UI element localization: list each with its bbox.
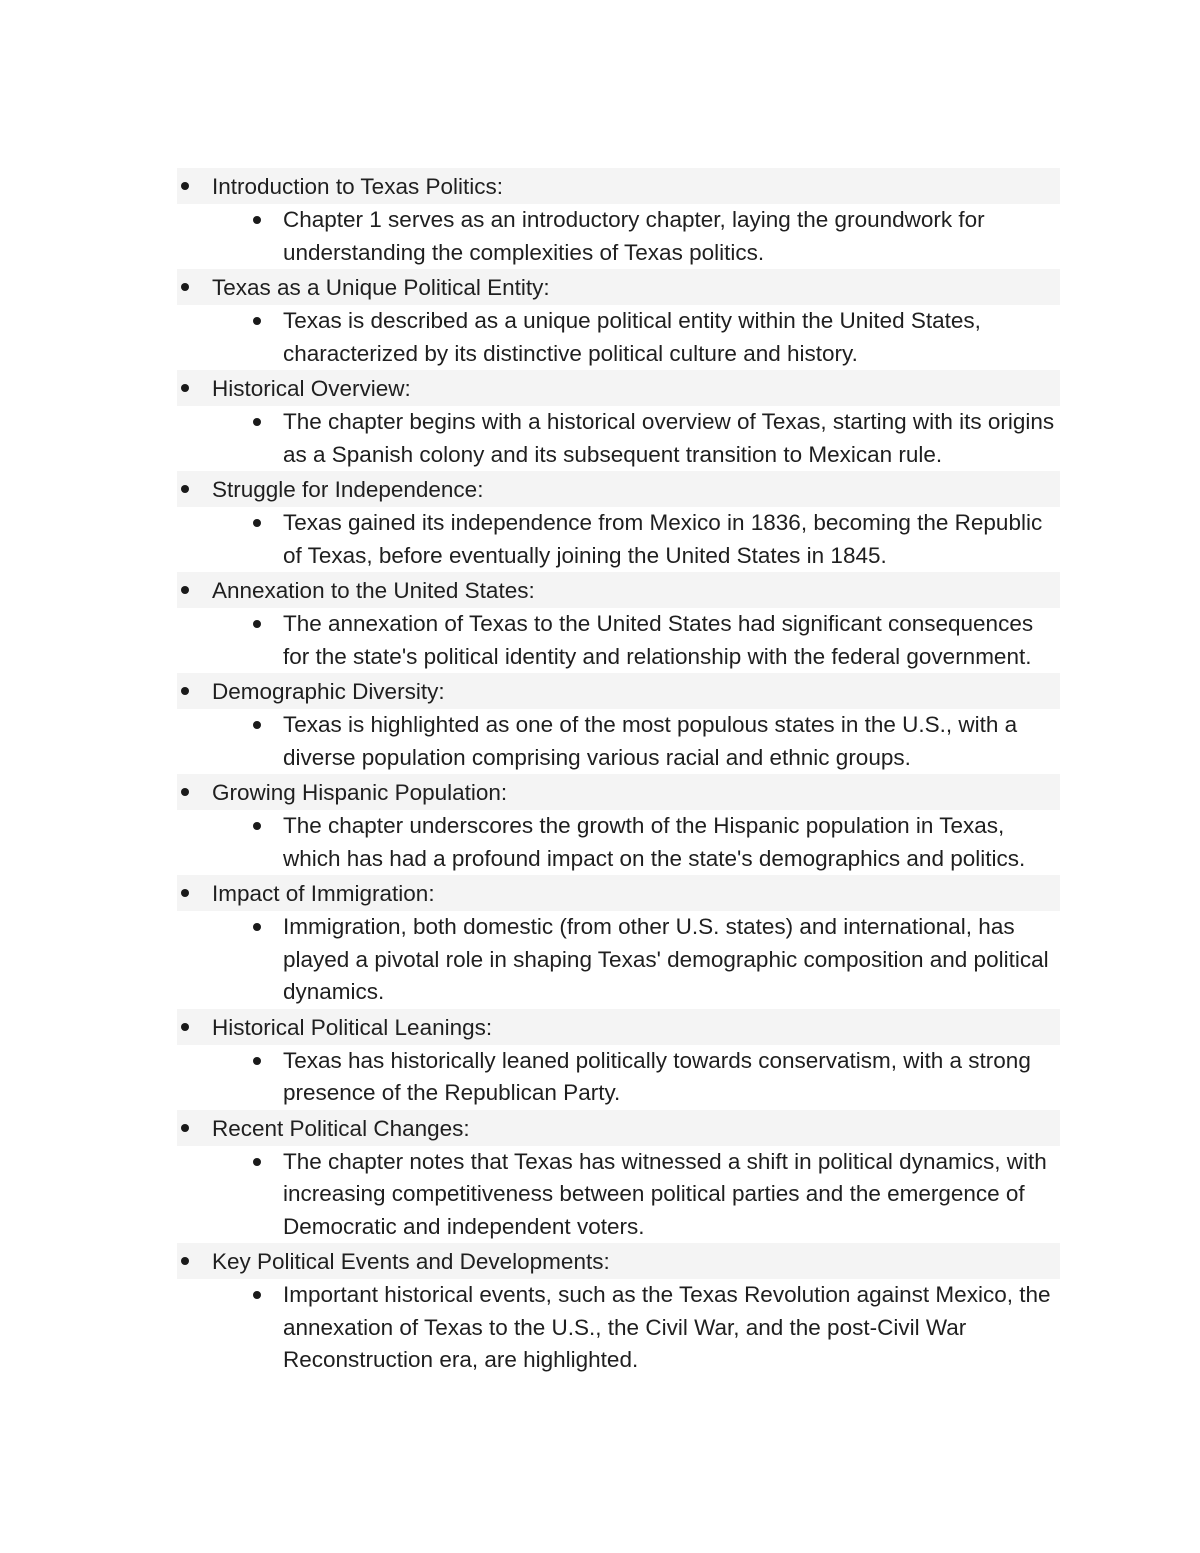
outline-subitem [248,1045,1060,1110]
outline-subitem [248,305,1060,370]
outline-item [0,168,1200,269]
outline-subitem [248,810,1060,875]
outline-heading-row [177,673,1060,709]
outline-item [0,471,1200,572]
bullet-icon [253,1158,261,1166]
outline-detail: The annexation of Texas to the United States had significant consequences for the state's political identity and relationship with the federal government. [283,611,1034,669]
outline-subitem [248,204,1060,269]
outline-heading-row [177,1110,1060,1146]
outline-detail: Immigration, both domestic (from other U.S. states) and international, has played a pivotal role in shaping Texas' demographic composition and political dynamics. [283,914,1049,1004]
outline-heading: Struggle for Independence: [212,477,484,502]
bullet-icon [181,687,189,695]
bullet-icon [253,620,261,628]
bullet-icon [181,889,189,897]
outline-heading-row [177,875,1060,911]
outline-heading-row [177,370,1060,406]
bullet-icon [253,1057,261,1065]
outline-heading: Historical Political Leanings: [212,1014,493,1040]
bullet-icon [253,519,261,527]
outline-subitem [248,911,1060,1009]
bullet-icon [181,182,189,190]
outline-heading: Annexation to the United States: [212,578,535,603]
outline-detail: Texas is described as a unique political entity within the United States, characterized by its distinctive political culture and history. [283,308,981,366]
bullet-icon [181,1257,189,1265]
bullet-icon [181,485,189,493]
bullet-icon [253,216,261,224]
bullet-icon [253,317,261,325]
outline-heading-row [177,572,1060,608]
bullet-icon [253,721,261,729]
outline-item [0,572,1200,673]
bullet-icon [181,788,189,796]
bullet-icon [253,1291,261,1299]
outline-item [0,774,1200,875]
outline-detail: Texas has historically leaned politically towards conservatism, with a strong presence of the Republican Party. [283,1047,1031,1105]
outline-heading: Historical Overview: [212,376,411,401]
outline-heading-row [177,168,1060,204]
bullet-icon [181,586,189,594]
outline-item [0,269,1200,370]
outline-heading-row [177,1243,1060,1279]
outline-heading-row [177,471,1060,507]
outline-subitem [248,1146,1060,1244]
bullet-icon [181,283,189,291]
outline-subitem [248,709,1060,774]
outline-heading: Introduction to Texas Politics: [212,174,503,199]
outline-heading: Growing Hispanic Population: [212,780,508,805]
outline-subitem [248,507,1060,572]
outline-detail: Texas gained its independence from Mexico in 1836, becoming the Republic of Texas, before eventually joining the United States in 1845. [283,510,1043,568]
document-page [0,168,1200,1377]
outline-heading: Impact of Immigration: [212,881,435,906]
bullet-icon [253,822,261,830]
outline-item [0,1110,1200,1244]
outline-detail: Chapter 1 serves as an introductory chapter, laying the groundwork for understanding the complexities of Texas politics. [283,207,985,265]
outline-item [0,875,1200,1009]
outline-item [0,1243,1200,1377]
outline-heading: Texas as a Unique Political Entity: [212,275,550,300]
outline-subitem [248,406,1060,471]
bullet-icon [253,418,261,426]
outline-heading-row [177,1009,1060,1045]
outline-subitem [248,1279,1060,1377]
bullet-icon [181,1124,189,1132]
bullet-icon [253,923,261,931]
outline-detail: Texas is highlighted as one of the most populous states in the U.S., with a diverse population comprising various racial and ethnic groups. [283,712,1018,770]
outline-heading: Recent Political Changes: [212,1115,470,1141]
outline-item [0,370,1200,471]
outline-detail: The chapter notes that Texas has witnessed a shift in political dynamics, with increasing competitiveness between political parties and the emergence of Democratic and independent voters. [283,1148,1047,1239]
outline-detail: The chapter begins with a historical overview of Texas, starting with its origins as a Spanish colony and its subsequent transition to Mexican rule. [283,409,1055,467]
outline-heading: Key Political Events and Developments: [212,1249,610,1274]
outline-heading-row [177,774,1060,810]
bullet-icon [181,384,189,392]
outline-subitem [248,608,1060,673]
outline-item [0,1009,1200,1110]
outline-heading: Demographic Diversity: [212,679,445,704]
outline-item [0,673,1200,774]
outline-detail: Important historical events, such as the Texas Revolution against Mexico, the annexation of Texas to the U.S., the Civil War, and the post-Civil War Reconstruction era, are highlighted. [283,1282,1051,1372]
outline-detail: The chapter underscores the growth of the Hispanic population in Texas, which has had a profound impact on the state's demographics and politics. [283,813,1026,871]
bullet-icon [181,1023,189,1031]
outline-heading-row [177,269,1060,305]
